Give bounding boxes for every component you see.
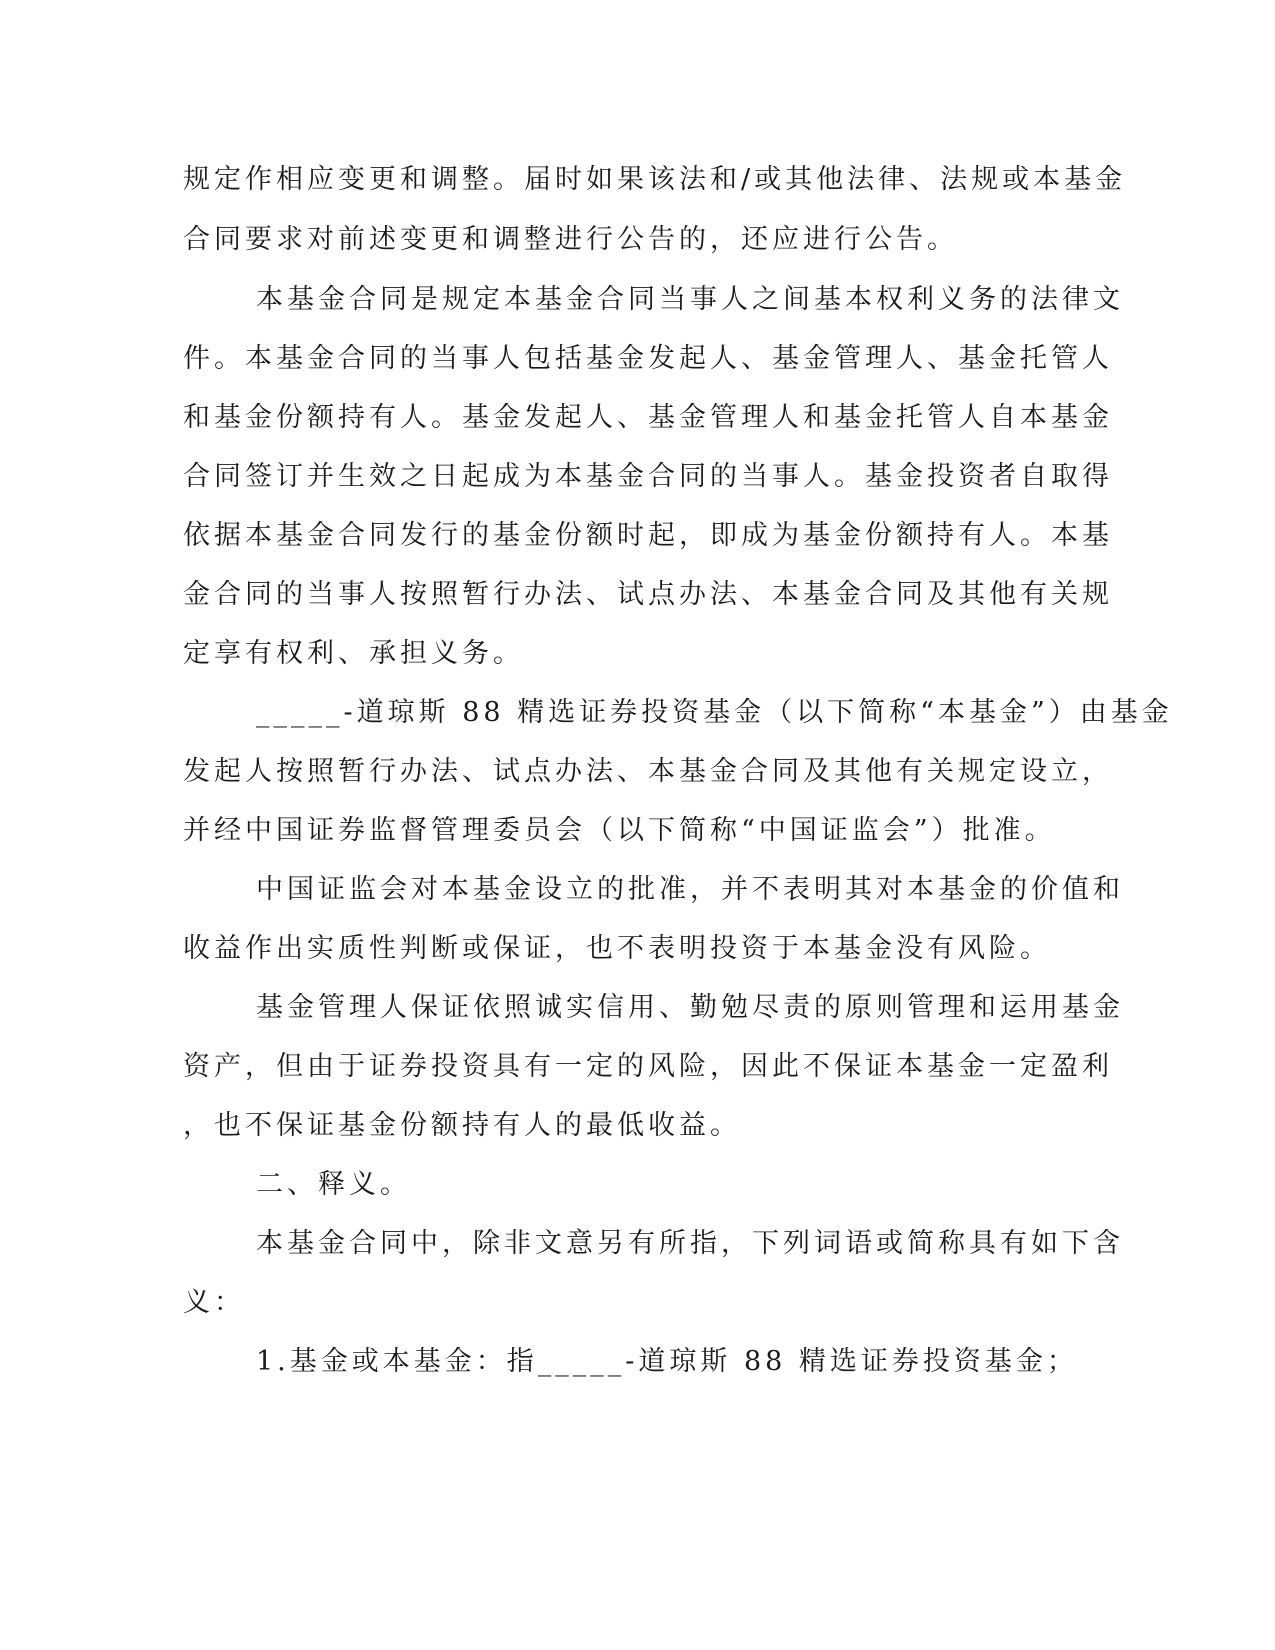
text-line: 本基金合同是规定本基金合同当事人之间基本权利义务的法律文 [256,284,1124,315]
text-line: 资产，但由于证券投资具有一定的风险，因此不保证本基金一定盈利 [183,1051,1113,1082]
text-line: 合同签订并生效之日起成为本基金合同的当事人。基金投资者自取得 [183,461,1113,492]
text-line: 发起人按照暂行办法、试点办法、本基金合同及其他有关规定设立， [183,756,1113,787]
text-line: 件。本基金合同的当事人包括基金发起人、基金管理人、基金托管人 [183,343,1113,374]
text-line: 收益作出实质性判断或保证，也不表明投资于本基金没有风险。 [183,933,1051,964]
definition-item: 1.基金或本基金：指_____-道琼斯 88 精选证券投资基金； [256,1346,1078,1377]
text-line: 基金管理人保证依照诚实信用、勤勉尽责的原则管理和运用基金 [256,992,1124,1023]
text-line: _____-道琼斯 88 精选证券投资基金（以下简称“本基金”）由基金 [256,697,1173,728]
text-line: 和基金份额持有人。基金发起人、基金管理人和基金托管人自本基金 [183,402,1113,433]
text-line: 合同要求对前述变更和调整进行公告的，还应进行公告。 [183,224,958,255]
text-line: 规定作相应变更和调整。届时如果该法和/或其他法律、法规或本基金 [183,164,1127,195]
text-line: 中国证监会对本基金设立的批准，并不表明其对本基金的价值和 [256,874,1124,905]
section-heading: 二、释义。 [256,1169,411,1200]
text-line: 本基金合同中，除非文意另有所指，下列词语或简称具有如下含 [256,1228,1124,1259]
text-line: 依据本基金合同发行的基金份额时起，即成为基金份额持有人。本基 [183,520,1113,551]
text-line: 义： [183,1287,245,1318]
text-line: 金合同的当事人按照暂行办法、试点办法、本基金合同及其他有关规 [183,579,1113,610]
text-line: ，也不保证基金份额持有人的最低收益。 [183,1110,741,1141]
text-line: 并经中国证券监督管理委员会（以下简称“中国证监会”）批准。 [183,815,1056,846]
text-line: 定享有权利、承担义务。 [183,638,524,669]
